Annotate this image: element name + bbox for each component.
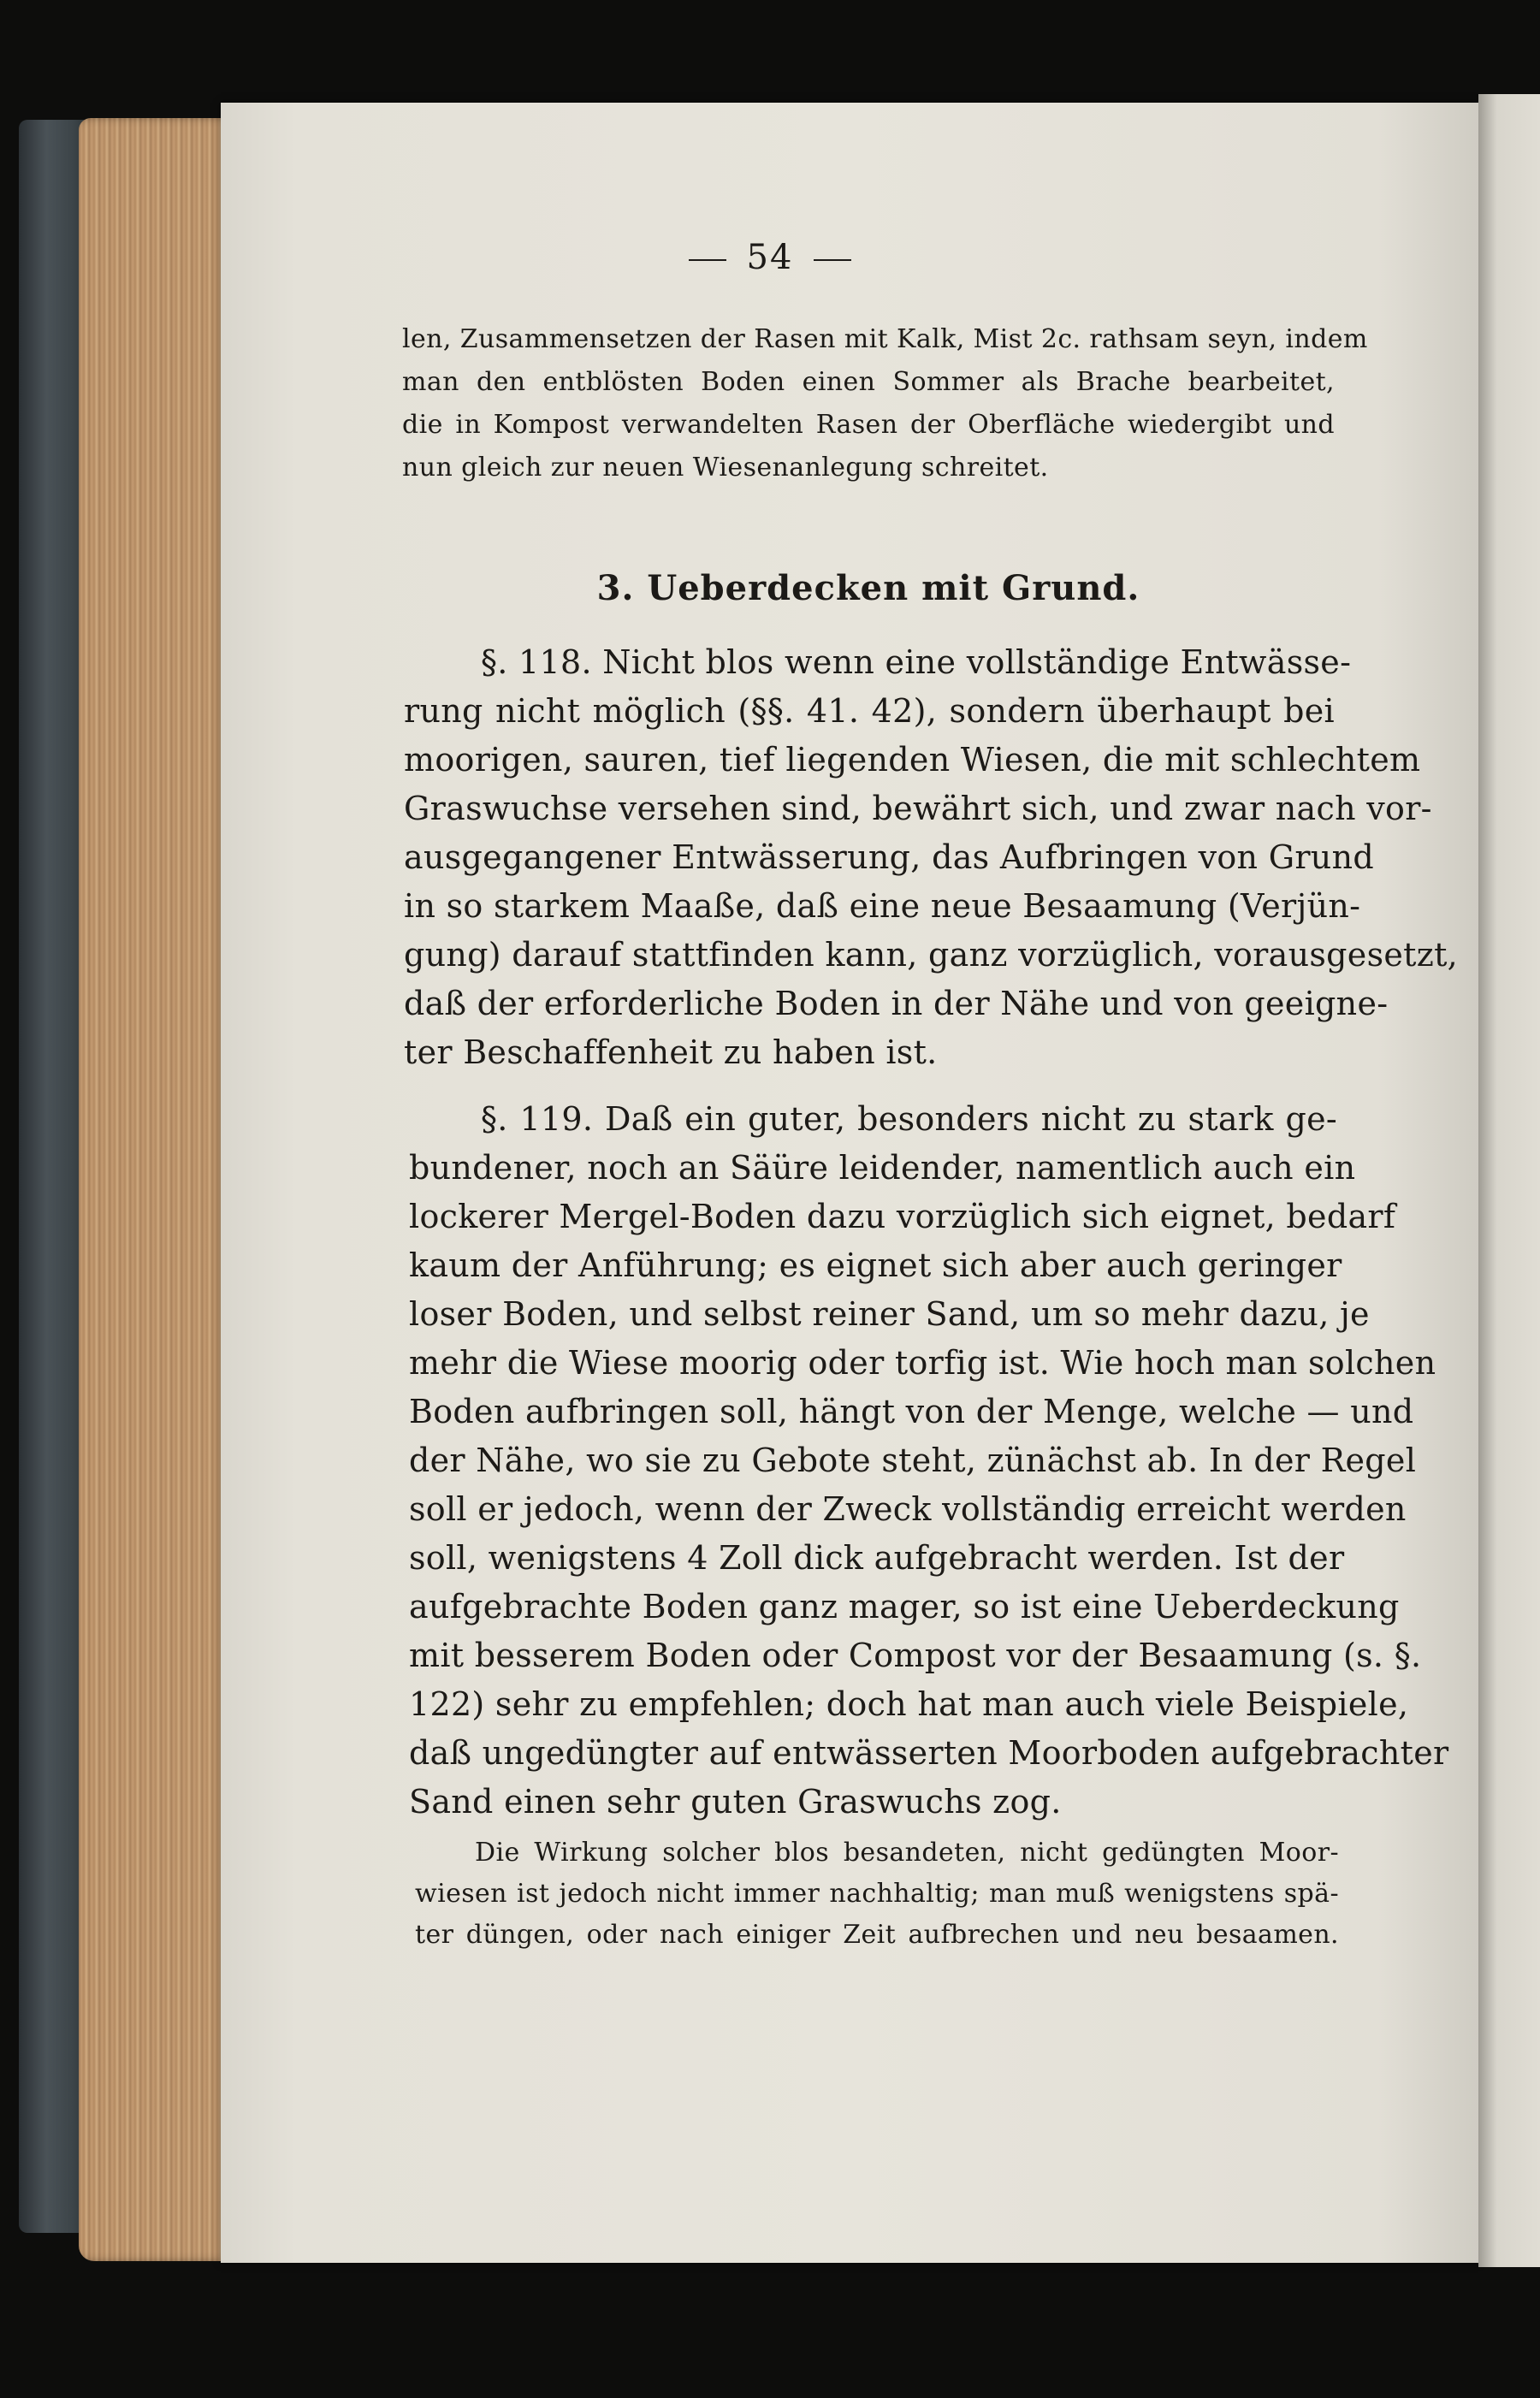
paragraph-119 (409, 1095, 1449, 1827)
continuation-paragraph (402, 318, 1368, 489)
text-line: soll er jedoch, wenn der Zweck vollständig erreicht werden (409, 1490, 1407, 1528)
text-line: ter düngen, oder nach einiger Zeit aufbrechen und neu besaamen. (415, 1920, 1339, 1950)
text-line: bundener, noch an Säüre leidender, namentlich auch ein (409, 1149, 1356, 1187)
text-line: Boden aufbringen soll, hängt von der Menge, welche — und (409, 1393, 1414, 1430)
text-line: ter Beschaffenheit zu haben ist. (404, 1033, 938, 1071)
facing-page-edge (1478, 94, 1540, 2267)
page-number-dash-right (814, 259, 851, 261)
footnote-paragraph (415, 1833, 1339, 1956)
text-line: len, Zusammensetzen der Rasen mit Kalk, Mist 2c. rathsam seyn, indem (402, 324, 1368, 354)
text-line: Graswuchse versehen sind, bewährt sich, und zwar nach vor- (404, 790, 1432, 827)
text-line: die in Kompost verwandelten Rasen der Oberfläche wiedergibt und (402, 410, 1335, 440)
page-number-dash-left (689, 259, 726, 261)
text-line: kaum der Anführung; es eignet sich aber auch geringer (409, 1246, 1342, 1284)
text-line: man den entblösten Boden einen Sommer als Brache bearbeitet, (402, 367, 1335, 397)
text-line: soll, wenigstens 4 Zoll dick aufgebracht werden. Ist der (409, 1539, 1345, 1577)
text-line: Sand einen sehr guten Graswuchs zog. (409, 1783, 1062, 1821)
text-line: 122) sehr zu empfehlen; doch hat man auch viele Beispiele, (409, 1685, 1409, 1723)
text-line: mit besserem Boden oder Compost vor der Besaamung (s. §. (409, 1637, 1422, 1674)
text-line: Die Wirkung solcher blos besandeten, nicht gedüngten Moor- (475, 1838, 1339, 1868)
text-line: wiesen ist jedoch nicht immer nachhaltig; man muß wenigstens spä- (415, 1879, 1339, 1909)
text-line: mehr die Wiese moorig oder torfig ist. Wie hoch man solchen (409, 1344, 1436, 1382)
text-line: daß ungedüngter auf entwässerten Moorboden aufgebrachter (409, 1734, 1449, 1772)
paragraph-118 (404, 638, 1459, 1077)
text-line: gung) darauf stattfinden kann, ganz vorzüglich, vorausgesetzt, (404, 936, 1459, 974)
page-edges (79, 118, 241, 2261)
text-line: §. 118. Nicht blos wenn eine vollständige Entwässe- (481, 643, 1352, 681)
text-line: moorigen, sauren, tief liegenden Wiesen, die mit schlechtem (404, 741, 1421, 779)
text-line: in so starkem Maaße, daß eine neue Besaamung (Verjün- (404, 887, 1361, 925)
text-line: lockerer Mergel-Boden dazu vorzüglich sich eignet, bedarf (409, 1198, 1396, 1235)
text-line: §. 119. Daß ein guter, besonders nicht zu stark ge- (481, 1100, 1337, 1138)
text-line: nun gleich zur neuen Wiesenanlegung schreitet. (402, 453, 1049, 483)
text-line: loser Boden, und selbst reiner Sand, um so mehr dazu, je (409, 1295, 1370, 1333)
text-line: aufgebrachte Boden ganz mager, so ist eine Ueberdeckung (409, 1588, 1400, 1625)
page-number-text: 54 (746, 238, 794, 277)
text-line: ausgegangener Entwässerung, das Aufbringen von Grund (404, 838, 1374, 876)
text-line: rung nicht möglich (§§. 41. 42), sondern überhaupt bei (404, 692, 1335, 730)
page-number (0, 238, 1540, 277)
section-heading: 3. Ueberdecken mit Grund. (596, 568, 1140, 608)
text-line: der Nähe, wo sie zu Gebote steht, zünächst ab. In der Regel (409, 1442, 1417, 1479)
text-line: daß der erforderliche Boden in der Nähe und von geeigne- (404, 985, 1389, 1022)
